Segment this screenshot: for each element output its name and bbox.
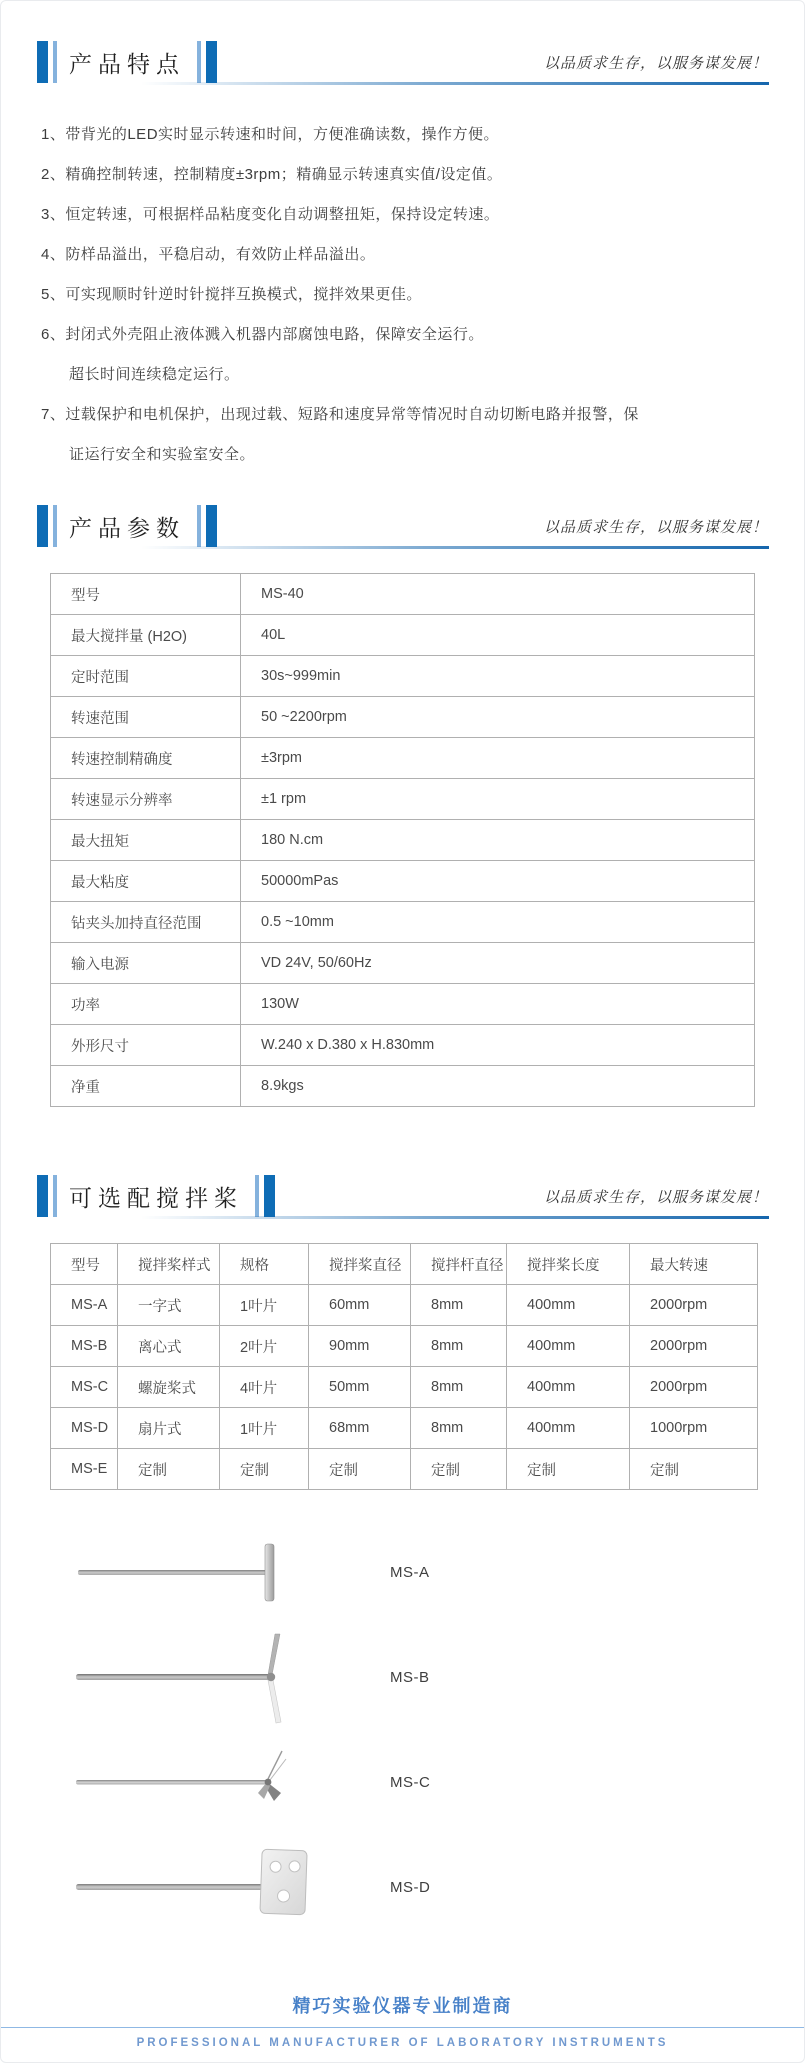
param-value: 180 N.cm bbox=[241, 820, 755, 861]
paddle-figures bbox=[50, 1520, 769, 1940]
title-accent-bar-icon bbox=[37, 505, 48, 547]
title-accent-bar-icon bbox=[264, 1175, 275, 1217]
cell: MS-E bbox=[51, 1449, 118, 1490]
parameters-table bbox=[50, 573, 755, 1107]
section-header-paddles bbox=[29, 1173, 769, 1219]
parameters-title-group bbox=[37, 505, 217, 547]
feature-line-5: 5、可实现顺时针逆时针搅拌互换模式，搅拌效果更佳。 bbox=[41, 286, 422, 303]
paddle-flat-blade-image bbox=[50, 1523, 350, 1623]
feature-line-7: 7、过载保护和电机保护，出现过载、短路和速度异常等情况时自动切断电路并报警，保 bbox=[41, 406, 639, 423]
cell: MS-B bbox=[51, 1326, 118, 1367]
title-accent-bar-icon bbox=[53, 1175, 57, 1217]
section-underline bbox=[141, 1216, 769, 1219]
cell: 1叶片 bbox=[220, 1285, 309, 1326]
column-header: 搅拌杆直径 bbox=[411, 1244, 507, 1285]
table-row bbox=[51, 779, 755, 820]
table-row bbox=[51, 1066, 755, 1107]
table-row bbox=[51, 902, 755, 943]
section-underline bbox=[141, 546, 769, 549]
table-row bbox=[51, 1367, 758, 1408]
param-label: 转速显示分辨率 bbox=[51, 779, 241, 820]
paddle-propeller-image bbox=[50, 1733, 350, 1833]
table-row bbox=[51, 1449, 758, 1490]
param-value: 50000mPas bbox=[241, 861, 755, 902]
column-header: 规格 bbox=[220, 1244, 309, 1285]
table-row bbox=[51, 1326, 758, 1367]
cell: 定制 bbox=[118, 1449, 220, 1490]
cell: 一字式 bbox=[118, 1285, 220, 1326]
footer-brand-subtitle: PROFESSIONAL MANUFACTURER OF LABORATORY INSTRUMENTS bbox=[136, 2037, 669, 2049]
paddle-fan-plate-image bbox=[50, 1838, 350, 1938]
feature-line-4: 4、防样品溢出，平稳启动，有效防止样品溢出。 bbox=[41, 246, 376, 263]
title-accent-bar-icon bbox=[255, 1175, 259, 1217]
param-label: 外形尺寸 bbox=[51, 1025, 241, 1066]
title-accent-bar-icon bbox=[197, 41, 201, 83]
cell: 8mm bbox=[411, 1285, 507, 1326]
cell: 400mm bbox=[507, 1367, 630, 1408]
table-row bbox=[51, 820, 755, 861]
table-row bbox=[51, 861, 755, 902]
param-value: 30s~999min bbox=[241, 656, 755, 697]
table-row bbox=[51, 574, 755, 615]
paddle-figure-ms-c bbox=[50, 1730, 769, 1835]
cell: 50mm bbox=[309, 1367, 411, 1408]
figure-label: MS-A bbox=[390, 1564, 430, 1581]
cell: 定制 bbox=[630, 1449, 758, 1490]
paddles-table bbox=[50, 1243, 758, 1490]
param-value: 8.9kgs bbox=[241, 1066, 755, 1107]
cell: 400mm bbox=[507, 1408, 630, 1449]
table-row bbox=[51, 697, 755, 738]
title-accent-bar-icon bbox=[37, 41, 48, 83]
section-underline bbox=[141, 82, 769, 85]
features-section-title: 产品特点 bbox=[69, 50, 185, 77]
title-accent-bar-icon bbox=[53, 41, 57, 83]
cell: 1叶片 bbox=[220, 1408, 309, 1449]
table-row bbox=[51, 1025, 755, 1066]
paddle-figure-ms-d bbox=[50, 1835, 769, 1940]
param-label: 功率 bbox=[51, 984, 241, 1025]
figure-label: MS-D bbox=[390, 1879, 431, 1896]
cell: 8mm bbox=[411, 1326, 507, 1367]
footer-divider bbox=[1, 2027, 804, 2028]
param-label: 最大搅拌量 (H2O) bbox=[51, 615, 241, 656]
cell: 离心式 bbox=[118, 1326, 220, 1367]
cell: 400mm bbox=[507, 1285, 630, 1326]
feature-line-6: 6、封闭式外壳阻止液体溅入机器内部腐蚀电路，保障安全运行。 bbox=[41, 326, 484, 343]
title-accent-bar-icon bbox=[206, 41, 217, 83]
table-row bbox=[51, 984, 755, 1025]
param-value: 130W bbox=[241, 984, 755, 1025]
param-value: VD 24V, 50/60Hz bbox=[241, 943, 755, 984]
cell: 60mm bbox=[309, 1285, 411, 1326]
paddle-centrifugal-image bbox=[50, 1628, 350, 1728]
param-value: 50 ~2200rpm bbox=[241, 697, 755, 738]
param-value: 0.5 ~10mm bbox=[241, 902, 755, 943]
table-row bbox=[51, 1285, 758, 1326]
paddles-title-group bbox=[37, 1175, 275, 1217]
section-header-parameters bbox=[29, 503, 769, 549]
param-label: 净重 bbox=[51, 1066, 241, 1107]
cell: MS-C bbox=[51, 1367, 118, 1408]
cell: 定制 bbox=[220, 1449, 309, 1490]
figure-label: MS-B bbox=[390, 1669, 430, 1686]
cell: MS-A bbox=[51, 1285, 118, 1326]
figure-label: MS-C bbox=[390, 1774, 431, 1791]
cell: 扇片式 bbox=[118, 1408, 220, 1449]
cell: 68mm bbox=[309, 1408, 411, 1449]
product-page bbox=[1, 1, 804, 2049]
title-accent-bar-icon bbox=[206, 505, 217, 547]
param-label: 最大扭矩 bbox=[51, 820, 241, 861]
cell: MS-D bbox=[51, 1408, 118, 1449]
column-header: 搅拌桨长度 bbox=[507, 1244, 630, 1285]
footer-brand-title: 精巧实验仪器专业制造商 bbox=[292, 1996, 513, 2016]
cell: 400mm bbox=[507, 1326, 630, 1367]
cell: 90mm bbox=[309, 1326, 411, 1367]
feature-line-3: 3、恒定转速，可根据样品粘度变化自动调整扭矩，保持设定转速。 bbox=[41, 206, 500, 223]
cell: 定制 bbox=[309, 1449, 411, 1490]
cell: 定制 bbox=[507, 1449, 630, 1490]
cell: 4叶片 bbox=[220, 1367, 309, 1408]
paddles-section-title: 可选配搅拌桨 bbox=[69, 1184, 243, 1211]
cell: 定制 bbox=[411, 1449, 507, 1490]
param-label: 输入电源 bbox=[51, 943, 241, 984]
cell: 2叶片 bbox=[220, 1326, 309, 1367]
cell: 1000rpm bbox=[630, 1408, 758, 1449]
param-label: 钻夹头加持直径范围 bbox=[51, 902, 241, 943]
paddles-tagline: 以品质求生存，以服务谋发展！ bbox=[543, 1188, 768, 1206]
param-label: 转速范围 bbox=[51, 697, 241, 738]
title-accent-bar-icon bbox=[37, 1175, 48, 1217]
cell: 2000rpm bbox=[630, 1285, 758, 1326]
feature-list bbox=[41, 115, 769, 475]
paddle-figure-ms-b bbox=[50, 1625, 769, 1730]
param-value: MS-40 bbox=[241, 574, 755, 615]
table-row bbox=[51, 943, 755, 984]
title-accent-bar-icon bbox=[197, 505, 201, 547]
param-label: 定时范围 bbox=[51, 656, 241, 697]
paddle-figure-ms-a bbox=[50, 1520, 769, 1625]
page-footer bbox=[1, 1992, 804, 2049]
cell: 8mm bbox=[411, 1408, 507, 1449]
feature-line-2: 2、精确控制转速，控制精度±3rpm；精确显示转速真实值/设定值。 bbox=[41, 166, 503, 183]
param-value: W.240 x D.380 x H.830mm bbox=[241, 1025, 755, 1066]
param-label: 最大粘度 bbox=[51, 861, 241, 902]
table-row bbox=[51, 738, 755, 779]
param-label: 转速控制精确度 bbox=[51, 738, 241, 779]
parameters-section-title: 产品参数 bbox=[69, 514, 185, 541]
cell: 2000rpm bbox=[630, 1367, 758, 1408]
table-row bbox=[51, 615, 755, 656]
title-accent-bar-icon bbox=[53, 505, 57, 547]
param-value: ±1 rpm bbox=[241, 779, 755, 820]
column-header: 最大转速 bbox=[630, 1244, 758, 1285]
cell: 8mm bbox=[411, 1367, 507, 1408]
column-header: 搅拌桨样式 bbox=[118, 1244, 220, 1285]
cell: 螺旋桨式 bbox=[118, 1367, 220, 1408]
cell: 2000rpm bbox=[630, 1326, 758, 1367]
table-header-row bbox=[51, 1244, 758, 1285]
column-header: 型号 bbox=[51, 1244, 118, 1285]
feature-line-6-continued: 超长时间连续稳定运行。 bbox=[69, 366, 240, 383]
param-label: 型号 bbox=[51, 574, 241, 615]
feature-line-7-continued: 证运行安全和实验室安全。 bbox=[69, 446, 256, 463]
features-title-group bbox=[37, 41, 217, 83]
features-tagline: 以品质求生存，以服务谋发展！ bbox=[543, 54, 768, 72]
table-row bbox=[51, 1408, 758, 1449]
param-value: ±3rpm bbox=[241, 738, 755, 779]
parameters-tagline: 以品质求生存，以服务谋发展！ bbox=[543, 518, 768, 536]
section-header-features bbox=[29, 39, 769, 85]
param-value: 40L bbox=[241, 615, 755, 656]
column-header: 搅拌桨直径 bbox=[309, 1244, 411, 1285]
table-row bbox=[51, 656, 755, 697]
feature-line-1: 1、带背光的LED实时显示转速和时间，方便准确读数，操作方便。 bbox=[41, 126, 500, 143]
